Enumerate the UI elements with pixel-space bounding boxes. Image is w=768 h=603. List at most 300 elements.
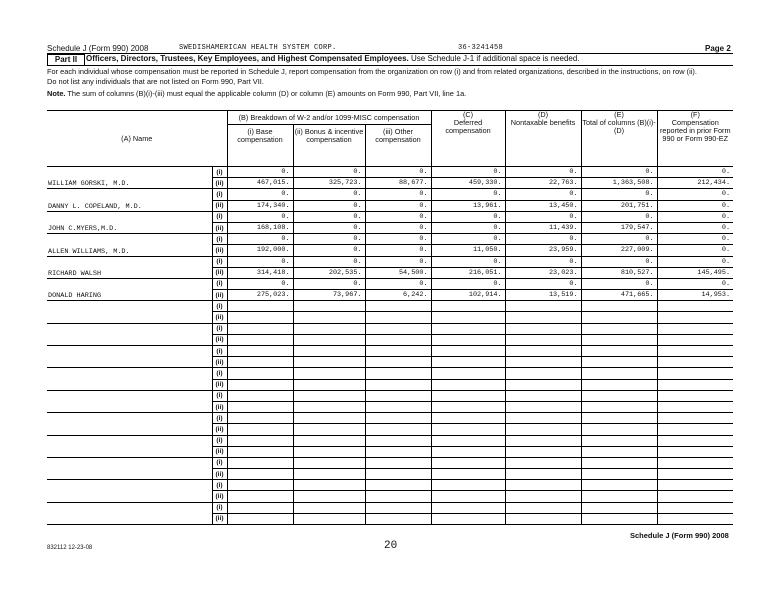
amount-cell: 459,330. <box>431 178 505 189</box>
amount-cell <box>293 502 365 513</box>
amount-cell <box>293 390 365 401</box>
row-label-i: (i) <box>212 413 227 424</box>
amount-cell <box>431 446 505 457</box>
amount-cell: 13,519. <box>505 290 581 301</box>
amount-cell: 6,242. <box>365 290 431 301</box>
amount-cell <box>365 513 431 524</box>
amount-cell <box>505 435 581 446</box>
amount-cell <box>505 301 581 312</box>
amount-cell: 0. <box>365 200 431 211</box>
amount-cell <box>365 469 431 480</box>
amount-cell <box>365 424 431 435</box>
amount-cell <box>657 301 733 312</box>
amount-cell <box>581 357 657 368</box>
col-b3-header: (iii) Other compensation <box>365 125 431 167</box>
amount-cell: 13,961. <box>431 200 505 211</box>
page-label: Page 2 <box>705 44 731 53</box>
amount-cell <box>657 413 733 424</box>
amount-cell: 168,108. <box>227 222 293 233</box>
col-d-header <box>505 111 581 167</box>
amount-cell <box>431 368 505 379</box>
amount-cell: 13,450. <box>505 200 581 211</box>
person-name <box>47 480 212 502</box>
amount-cell <box>581 469 657 480</box>
person-name <box>47 346 212 368</box>
amount-cell <box>365 323 431 334</box>
amount-cell <box>505 513 581 524</box>
row-label-ii: (ii) <box>212 222 227 233</box>
row-label-i: (i) <box>212 368 227 379</box>
amount-cell: 22,763. <box>505 178 581 189</box>
amount-cell: 0. <box>293 167 365 178</box>
amount-cell: 0. <box>365 189 431 200</box>
table-row <box>47 435 733 446</box>
amount-cell <box>431 502 505 513</box>
row-label-i: (i) <box>212 256 227 267</box>
person-name: DONALD HARING <box>47 278 212 300</box>
amount-cell: 0. <box>431 211 505 222</box>
amount-cell <box>505 413 581 424</box>
instruction-line-1: For each individual whose compensation must be reported in Schedule J, report compensation from the organization on row (i) and from related organizations, described in the instructions, on row (ii). <box>47 67 697 76</box>
amount-cell: 0. <box>581 189 657 200</box>
amount-cell <box>227 301 293 312</box>
col-c-header <box>431 111 505 167</box>
amount-cell: 0. <box>505 278 581 289</box>
amount-cell: 0. <box>293 234 365 245</box>
amount-cell: 0. <box>505 256 581 267</box>
col-c-letter: (C) <box>462 110 474 119</box>
amount-cell <box>431 469 505 480</box>
amount-cell <box>657 312 733 323</box>
amount-cell: 0. <box>365 222 431 233</box>
amount-cell <box>581 346 657 357</box>
col-c-title: Deferred compensation <box>445 118 491 135</box>
row-label-ii: (ii) <box>212 178 227 189</box>
amount-cell <box>581 312 657 323</box>
amount-cell <box>581 401 657 412</box>
amount-cell <box>431 379 505 390</box>
amount-cell: 179,547. <box>581 222 657 233</box>
amount-cell <box>505 480 581 491</box>
amount-cell: 174,340. <box>227 200 293 211</box>
amount-cell: 0. <box>365 245 431 256</box>
col-d-letter: (D) <box>537 110 549 119</box>
amount-cell: 275,023. <box>227 290 293 301</box>
row-label-ii: (ii) <box>212 469 227 480</box>
amount-cell <box>293 435 365 446</box>
amount-cell <box>293 323 365 334</box>
instruction-line-2: Do not list any individuals that are not listed on Form 990, Part VII. <box>47 77 264 86</box>
amount-cell <box>581 446 657 457</box>
amount-cell: 467,015. <box>227 178 293 189</box>
amount-cell: 0. <box>505 189 581 200</box>
row-label-i: (i) <box>212 502 227 513</box>
amount-cell <box>431 390 505 401</box>
part-rule <box>47 65 733 66</box>
amount-cell <box>365 312 431 323</box>
amount-cell: 0. <box>657 256 733 267</box>
table-row <box>47 413 733 424</box>
amount-cell <box>505 379 581 390</box>
note <box>47 89 737 99</box>
amount-cell <box>505 368 581 379</box>
table-row <box>47 502 733 513</box>
row-label-ii: (ii) <box>212 379 227 390</box>
amount-cell <box>431 401 505 412</box>
amount-cell <box>505 312 581 323</box>
person-name <box>47 301 212 323</box>
row-label-ii: (ii) <box>212 267 227 278</box>
row-label-i: (i) <box>212 480 227 491</box>
amount-cell: 0. <box>365 234 431 245</box>
amount-cell: 11,439. <box>505 222 581 233</box>
amount-cell <box>431 334 505 345</box>
amount-cell <box>293 424 365 435</box>
amount-cell: 0. <box>365 167 431 178</box>
amount-cell <box>227 312 293 323</box>
amount-cell <box>581 502 657 513</box>
amount-cell <box>365 491 431 502</box>
amount-cell <box>657 435 733 446</box>
amount-cell <box>431 457 505 468</box>
table-row <box>47 189 733 200</box>
amount-cell: 810,527. <box>581 267 657 278</box>
amount-cell <box>431 357 505 368</box>
amount-cell <box>505 424 581 435</box>
compensation-rows <box>47 167 733 525</box>
amount-cell <box>657 491 733 502</box>
amount-cell: 0. <box>293 200 365 211</box>
amount-cell: 0. <box>293 211 365 222</box>
form-reference: Schedule J (Form 990) 2008 <box>47 44 149 53</box>
amount-cell <box>505 401 581 412</box>
row-label-ii: (ii) <box>212 491 227 502</box>
amount-cell <box>293 457 365 468</box>
person-name <box>47 390 212 412</box>
row-label-i: (i) <box>212 301 227 312</box>
amount-cell <box>657 401 733 412</box>
row-label-ii: (ii) <box>212 401 227 412</box>
amount-cell: 314,418. <box>227 267 293 278</box>
amount-cell <box>293 301 365 312</box>
amount-cell: 0. <box>657 189 733 200</box>
amount-cell: 227,009. <box>581 245 657 256</box>
amount-cell <box>293 346 365 357</box>
amount-cell <box>505 502 581 513</box>
col-e-header <box>581 111 657 167</box>
amount-cell <box>365 480 431 491</box>
amount-cell <box>227 435 293 446</box>
row-label-i: (i) <box>212 323 227 334</box>
amount-cell <box>293 413 365 424</box>
table-row <box>47 167 733 178</box>
amount-cell: 201,751. <box>581 200 657 211</box>
amount-cell <box>293 334 365 345</box>
amount-cell <box>505 346 581 357</box>
row-label-ii: (ii) <box>212 312 227 323</box>
amount-cell: 0. <box>657 234 733 245</box>
col-b1-header: (i) Base compensation <box>227 125 293 167</box>
amount-cell: 11,050. <box>431 245 505 256</box>
amount-cell <box>227 457 293 468</box>
amount-cell <box>293 446 365 457</box>
amount-cell <box>581 334 657 345</box>
col-e-title: Total of columns (B)(i)-(D) <box>582 118 656 135</box>
amount-cell <box>365 413 431 424</box>
amount-cell: 0. <box>657 222 733 233</box>
amount-cell <box>431 480 505 491</box>
table-row <box>47 278 733 289</box>
col-f-title: Compensation reported in prior Form 990 or Form 990-EZ <box>660 118 731 143</box>
amount-cell: 216,051. <box>431 267 505 278</box>
amount-cell <box>227 491 293 502</box>
amount-cell <box>581 480 657 491</box>
note-text: The sum of columns (B)(i)-(iii) must equal the applicable column (D) or column (E) amounts on Form 990, Part VII, line 1a. <box>65 89 467 98</box>
amount-cell <box>505 446 581 457</box>
amount-cell <box>227 413 293 424</box>
amount-cell: 14,953. <box>657 290 733 301</box>
amount-cell <box>293 312 365 323</box>
amount-cell: 54,500. <box>365 267 431 278</box>
amount-cell <box>227 469 293 480</box>
person-name <box>47 413 212 435</box>
amount-cell: 88,677. <box>365 178 431 189</box>
amount-cell: 0. <box>657 200 733 211</box>
amount-cell: 0. <box>293 256 365 267</box>
amount-cell <box>227 424 293 435</box>
amount-cell <box>227 502 293 513</box>
amount-cell <box>505 323 581 334</box>
amount-cell <box>293 401 365 412</box>
amount-cell: 23,023. <box>505 267 581 278</box>
amount-cell <box>657 357 733 368</box>
amount-cell: 0. <box>227 189 293 200</box>
amount-cell <box>657 446 733 457</box>
amount-cell: 0. <box>581 167 657 178</box>
person-name <box>47 323 212 345</box>
amount-cell: 0. <box>581 211 657 222</box>
amount-cell <box>431 491 505 502</box>
amount-cell <box>227 334 293 345</box>
amount-cell <box>365 435 431 446</box>
amount-cell <box>365 502 431 513</box>
amount-cell: 0. <box>365 211 431 222</box>
amount-cell <box>581 368 657 379</box>
amount-cell <box>581 435 657 446</box>
row-label-ii: (ii) <box>212 424 227 435</box>
part-label: Part II <box>47 54 85 66</box>
amount-cell <box>657 334 733 345</box>
amount-cell: 0. <box>431 189 505 200</box>
row-label-ii: (ii) <box>212 446 227 457</box>
amount-cell: 0. <box>431 167 505 178</box>
amount-cell: 0. <box>581 256 657 267</box>
amount-cell <box>293 379 365 390</box>
table-row <box>47 368 733 379</box>
row-label-i: (i) <box>212 189 227 200</box>
amount-cell <box>365 401 431 412</box>
row-label-ii: (ii) <box>212 334 227 345</box>
amount-cell <box>581 491 657 502</box>
amount-cell <box>365 346 431 357</box>
amount-cell: 0. <box>293 245 365 256</box>
amount-cell <box>293 491 365 502</box>
amount-cell: 0. <box>505 234 581 245</box>
amount-cell: 0. <box>227 234 293 245</box>
amount-cell: 0. <box>505 167 581 178</box>
table-row <box>47 390 733 401</box>
amount-cell <box>657 513 733 524</box>
amount-cell: 471,665. <box>581 290 657 301</box>
amount-cell <box>505 334 581 345</box>
table-row <box>47 301 733 312</box>
amount-cell <box>227 346 293 357</box>
amount-cell: 0. <box>227 167 293 178</box>
amount-cell <box>657 424 733 435</box>
person-name: DANNY L. COPELAND, M.D. <box>47 189 212 211</box>
amount-cell <box>505 357 581 368</box>
amount-cell <box>365 390 431 401</box>
amount-cell: 0. <box>431 278 505 289</box>
amount-cell <box>227 379 293 390</box>
amount-cell <box>431 513 505 524</box>
amount-cell: 73,967. <box>293 290 365 301</box>
amount-cell <box>581 323 657 334</box>
row-label-ii: (ii) <box>212 245 227 256</box>
amount-cell <box>431 413 505 424</box>
page-number: 20 <box>384 540 398 552</box>
table-row <box>47 234 733 245</box>
amount-cell <box>657 480 733 491</box>
row-label-ii: (ii) <box>212 290 227 301</box>
row-label-ii: (ii) <box>212 200 227 211</box>
amount-cell <box>293 513 365 524</box>
footer-form-reference: Schedule J (Form 990) 2008 <box>630 531 729 540</box>
col-e-letter: (E) <box>614 110 624 119</box>
amount-cell <box>431 346 505 357</box>
amount-cell: 0. <box>657 167 733 178</box>
table-row <box>47 256 733 267</box>
amount-cell: 0. <box>657 211 733 222</box>
amount-cell <box>293 480 365 491</box>
organization-name: SWEDISHAMERICAN HEALTH SYSTEM CORP. <box>179 44 337 52</box>
amount-cell <box>581 457 657 468</box>
amount-cell: 0. <box>227 211 293 222</box>
amount-cell <box>227 390 293 401</box>
col-a-header: (A) Name <box>47 111 227 167</box>
person-name: JOHN C.MYERS,M.D. <box>47 211 212 233</box>
amount-cell <box>431 301 505 312</box>
amount-cell: 0. <box>431 256 505 267</box>
amount-cell <box>365 301 431 312</box>
amount-cell <box>581 390 657 401</box>
amount-cell <box>657 368 733 379</box>
amount-cell <box>657 469 733 480</box>
row-label-i: (i) <box>212 278 227 289</box>
row-label-i: (i) <box>212 211 227 222</box>
person-name <box>47 457 212 479</box>
amount-cell <box>505 491 581 502</box>
table-row <box>47 480 733 491</box>
person-name <box>47 502 212 524</box>
amount-cell: 0. <box>227 256 293 267</box>
amount-cell <box>227 446 293 457</box>
amount-cell <box>581 413 657 424</box>
amount-cell <box>657 390 733 401</box>
row-label-i: (i) <box>212 167 227 178</box>
amount-cell: 0. <box>227 278 293 289</box>
amount-cell <box>431 312 505 323</box>
amount-cell <box>227 401 293 412</box>
row-label-ii: (ii) <box>212 513 227 524</box>
amount-cell: 0. <box>657 245 733 256</box>
part-title-bold: Officers, Directors, Trustees, Key Employees, and Highest Compensated Employees. <box>86 54 409 63</box>
amount-cell: 0. <box>365 278 431 289</box>
amount-cell: 102,914. <box>431 290 505 301</box>
amount-cell <box>227 323 293 334</box>
row-label-i: (i) <box>212 435 227 446</box>
amount-cell <box>227 513 293 524</box>
amount-cell: 0. <box>581 234 657 245</box>
amount-cell: 212,434. <box>657 178 733 189</box>
amount-cell <box>227 357 293 368</box>
amount-cell <box>657 323 733 334</box>
amount-cell <box>365 357 431 368</box>
col-b-group-header: (B) Breakdown of W-2 and/or 1099-MISC compensation <box>227 111 431 125</box>
amount-cell <box>657 502 733 513</box>
row-label-i: (i) <box>212 346 227 357</box>
amount-cell: 0. <box>431 234 505 245</box>
amount-cell <box>365 334 431 345</box>
amount-cell: 1,363,508. <box>581 178 657 189</box>
amount-cell <box>431 424 505 435</box>
row-label-i: (i) <box>212 234 227 245</box>
person-name: WILLIAM GORSKI, M.D. <box>47 167 212 189</box>
amount-cell: 0. <box>293 189 365 200</box>
amount-cell <box>581 379 657 390</box>
table-row <box>47 457 733 468</box>
amount-cell <box>293 469 365 480</box>
col-f-header <box>657 111 733 167</box>
part-title-note: Use Schedule J-1 if additional space is needed. <box>408 54 580 63</box>
amount-cell <box>365 446 431 457</box>
amount-cell: 145,495. <box>657 267 733 278</box>
form-code: 832112 12-23-08 <box>47 545 93 551</box>
col-d-title: Nontaxable benefits <box>510 118 576 127</box>
amount-cell: 192,000. <box>227 245 293 256</box>
amount-cell <box>505 457 581 468</box>
amount-cell: 0. <box>293 222 365 233</box>
amount-cell: 0. <box>657 278 733 289</box>
note-label: Note. <box>47 89 66 98</box>
amount-cell: 0. <box>505 211 581 222</box>
amount-cell: 0. <box>581 278 657 289</box>
amount-cell: 23,959. <box>505 245 581 256</box>
amount-cell <box>431 323 505 334</box>
amount-cell <box>581 424 657 435</box>
amount-cell <box>431 435 505 446</box>
amount-cell <box>365 457 431 468</box>
amount-cell: 0. <box>293 278 365 289</box>
amount-cell <box>505 390 581 401</box>
amount-cell: 0. <box>365 256 431 267</box>
table-row <box>47 346 733 357</box>
compensation-table <box>47 110 733 525</box>
amount-cell <box>293 357 365 368</box>
row-label-i: (i) <box>212 457 227 468</box>
amount-cell <box>657 346 733 357</box>
amount-cell <box>227 480 293 491</box>
